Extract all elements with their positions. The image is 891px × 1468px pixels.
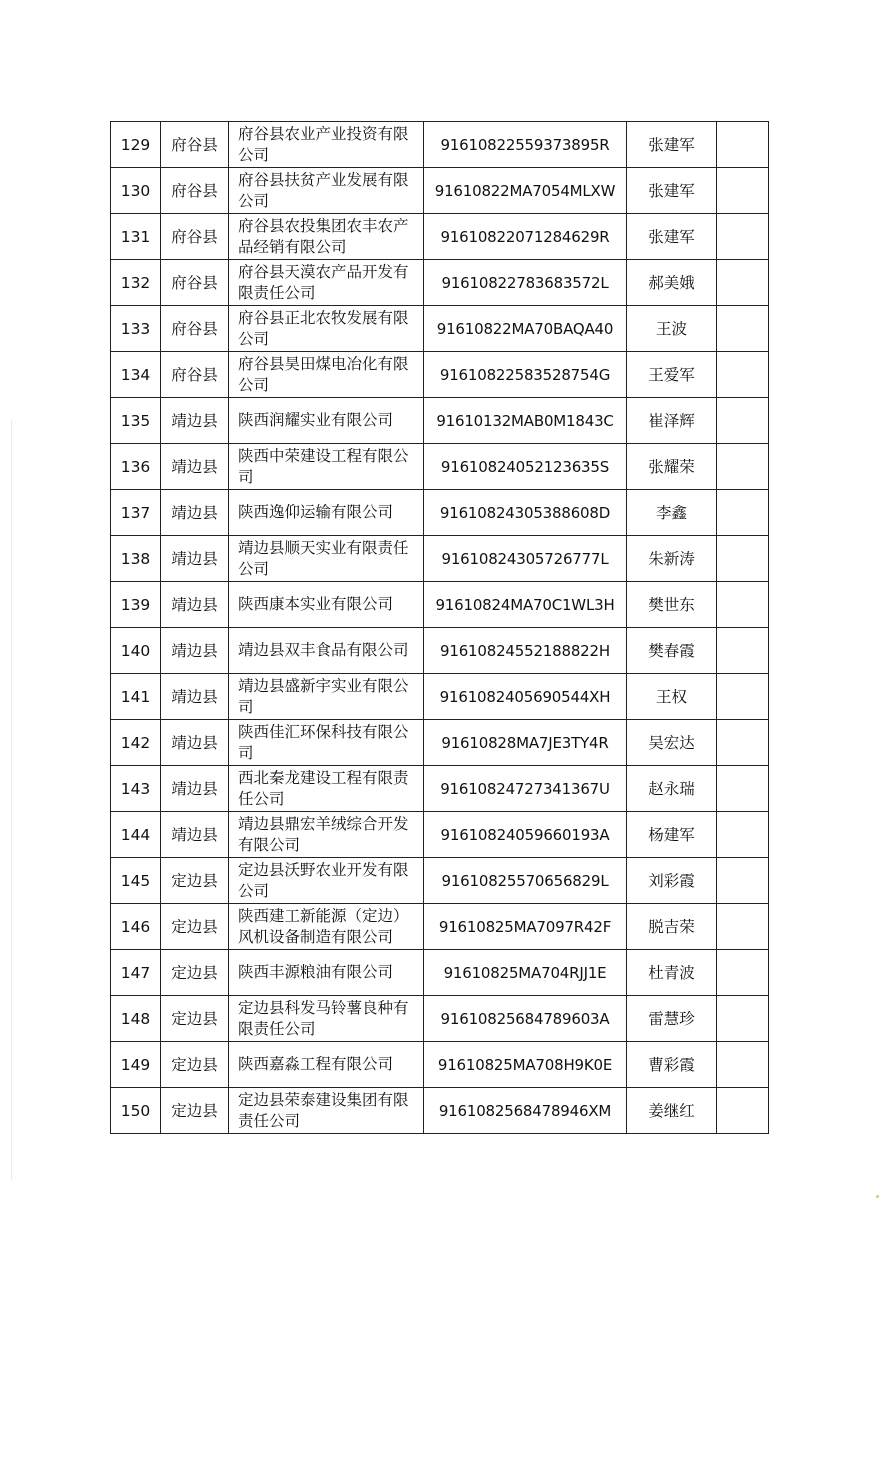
remark-cell (717, 168, 769, 214)
county-cell: 靖边县 (161, 628, 229, 674)
credit-code-cell: 91610825MA7097R42F (424, 904, 627, 950)
company-name-cell: 府谷县昊田煤电冶化有限公司 (229, 352, 424, 398)
legal-rep-cell: 王波 (627, 306, 717, 352)
remark-cell (717, 352, 769, 398)
remark-cell (717, 536, 769, 582)
table-row (111, 1088, 769, 1134)
county-cell: 府谷县 (161, 352, 229, 398)
row-index: 137 (111, 490, 161, 536)
legal-rep-cell: 张建军 (627, 122, 717, 168)
legal-rep-cell: 张耀荣 (627, 444, 717, 490)
table-row (111, 766, 769, 812)
credit-code-cell: 91610824727341367U (424, 766, 627, 812)
row-index: 144 (111, 812, 161, 858)
table-row (111, 260, 769, 306)
table-row (111, 904, 769, 950)
credit-code-cell: 91610828MA7JE3TY4R (424, 720, 627, 766)
county-cell: 靖边县 (161, 766, 229, 812)
table-row (111, 168, 769, 214)
credit-code-cell: 91610824305726777L (424, 536, 627, 582)
county-cell: 定边县 (161, 904, 229, 950)
table-row (111, 812, 769, 858)
remark-cell (717, 1088, 769, 1134)
remark-cell (717, 858, 769, 904)
table-row (111, 352, 769, 398)
legal-rep-cell: 崔泽辉 (627, 398, 717, 444)
table-row (111, 720, 769, 766)
row-index: 141 (111, 674, 161, 720)
credit-code-cell: 91610822559373895R (424, 122, 627, 168)
table-row (111, 1042, 769, 1088)
remark-cell (717, 1042, 769, 1088)
remark-cell (717, 306, 769, 352)
table-row (111, 628, 769, 674)
company-name-cell: 府谷县正北农牧发展有限公司 (229, 306, 424, 352)
table-row (111, 398, 769, 444)
scan-speck (876, 1195, 879, 1198)
legal-rep-cell: 刘彩霞 (627, 858, 717, 904)
credit-code-cell: 91610824059660193A (424, 812, 627, 858)
legal-rep-cell: 脱吉荣 (627, 904, 717, 950)
table-row (111, 858, 769, 904)
remark-cell (717, 628, 769, 674)
company-name-cell: 陕西康本实业有限公司 (229, 582, 424, 628)
company-name-cell: 陕西润耀实业有限公司 (229, 398, 424, 444)
credit-code-cell: 91610822MA7054MLXW (424, 168, 627, 214)
row-index: 142 (111, 720, 161, 766)
table-row (111, 582, 769, 628)
row-index: 146 (111, 904, 161, 950)
company-name-cell: 府谷县农业产业投资有限公司 (229, 122, 424, 168)
table-row (111, 444, 769, 490)
row-index: 136 (111, 444, 161, 490)
row-index: 147 (111, 950, 161, 996)
county-cell: 定边县 (161, 1042, 229, 1088)
company-name-cell: 定边县沃野农业开发有限公司 (229, 858, 424, 904)
table-body (111, 122, 769, 1134)
credit-code-cell: 91610825570656829L (424, 858, 627, 904)
table-row (111, 950, 769, 996)
company-name-cell: 府谷县天漠农产品开发有限责任公司 (229, 260, 424, 306)
legal-rep-cell: 吴宏达 (627, 720, 717, 766)
credit-code-cell: 91610824MA70C1WL3H (424, 582, 627, 628)
legal-rep-cell: 朱新涛 (627, 536, 717, 582)
row-index: 135 (111, 398, 161, 444)
row-index: 132 (111, 260, 161, 306)
remark-cell (717, 996, 769, 1042)
credit-code-cell: 91610822783683572L (424, 260, 627, 306)
remark-cell (717, 444, 769, 490)
legal-rep-cell: 樊世东 (627, 582, 717, 628)
county-cell: 靖边县 (161, 812, 229, 858)
company-name-cell: 陕西嘉淼工程有限公司 (229, 1042, 424, 1088)
table-row (111, 674, 769, 720)
company-name-cell: 陕西中荣建设工程有限公司 (229, 444, 424, 490)
company-name-cell: 陕西建工新能源（定边）风机设备制造有限公司 (229, 904, 424, 950)
legal-rep-cell: 杜青波 (627, 950, 717, 996)
legal-rep-cell: 雷慧珍 (627, 996, 717, 1042)
credit-code-cell: 91610825MA708H9K0E (424, 1042, 627, 1088)
company-name-cell: 靖边县鼎宏羊绒综合开发有限公司 (229, 812, 424, 858)
legal-rep-cell: 樊春霞 (627, 628, 717, 674)
legal-rep-cell: 张建军 (627, 168, 717, 214)
county-cell: 定边县 (161, 858, 229, 904)
county-cell: 府谷县 (161, 306, 229, 352)
row-index: 149 (111, 1042, 161, 1088)
county-cell: 府谷县 (161, 260, 229, 306)
table-row (111, 490, 769, 536)
company-register-table (110, 121, 769, 1134)
legal-rep-cell: 张建军 (627, 214, 717, 260)
legal-rep-cell: 赵永瑞 (627, 766, 717, 812)
county-cell: 靖边县 (161, 582, 229, 628)
legal-rep-cell: 姜继红 (627, 1088, 717, 1134)
legal-rep-cell: 王爱军 (627, 352, 717, 398)
county-cell: 靖边县 (161, 490, 229, 536)
remark-cell (717, 582, 769, 628)
remark-cell (717, 260, 769, 306)
company-name-cell: 靖边县顺天实业有限责任公司 (229, 536, 424, 582)
table-row (111, 306, 769, 352)
company-name-cell: 府谷县扶贫产业发展有限公司 (229, 168, 424, 214)
credit-code-cell: 91610822MA70BAQA40 (424, 306, 627, 352)
remark-cell (717, 720, 769, 766)
county-cell: 府谷县 (161, 214, 229, 260)
row-index: 145 (111, 858, 161, 904)
row-index: 143 (111, 766, 161, 812)
remark-cell (717, 766, 769, 812)
scan-edge-shadow (11, 420, 12, 1180)
row-index: 150 (111, 1088, 161, 1134)
county-cell: 靖边县 (161, 720, 229, 766)
credit-code-cell: 9161082568478946XM (424, 1088, 627, 1134)
remark-cell (717, 674, 769, 720)
row-index: 148 (111, 996, 161, 1042)
row-index: 134 (111, 352, 161, 398)
county-cell: 定边县 (161, 950, 229, 996)
company-name-cell: 定边县科发马铃薯良种有限责任公司 (229, 996, 424, 1042)
company-name-cell: 靖边县盛新宇实业有限公司 (229, 674, 424, 720)
remark-cell (717, 122, 769, 168)
company-name-cell: 府谷县农投集团农丰农产品经销有限公司 (229, 214, 424, 260)
credit-code-cell: 91610824552188822H (424, 628, 627, 674)
credit-code-cell: 91610825MA704RJJ1E (424, 950, 627, 996)
county-cell: 靖边县 (161, 674, 229, 720)
remark-cell (717, 950, 769, 996)
row-index: 129 (111, 122, 161, 168)
credit-code-cell: 91610822071284629R (424, 214, 627, 260)
remark-cell (717, 490, 769, 536)
row-index: 133 (111, 306, 161, 352)
remark-cell (717, 398, 769, 444)
credit-code-cell: 91610822583528754G (424, 352, 627, 398)
company-name-cell: 靖边县双丰食品有限公司 (229, 628, 424, 674)
legal-rep-cell: 李鑫 (627, 490, 717, 536)
table-row (111, 122, 769, 168)
county-cell: 定边县 (161, 1088, 229, 1134)
credit-code-cell: 91610824305388608D (424, 490, 627, 536)
county-cell: 府谷县 (161, 168, 229, 214)
county-cell: 靖边县 (161, 444, 229, 490)
county-cell: 靖边县 (161, 398, 229, 444)
table-row (111, 996, 769, 1042)
remark-cell (717, 214, 769, 260)
table-row (111, 214, 769, 260)
county-cell: 定边县 (161, 996, 229, 1042)
row-index: 139 (111, 582, 161, 628)
county-cell: 府谷县 (161, 122, 229, 168)
row-index: 138 (111, 536, 161, 582)
row-index: 140 (111, 628, 161, 674)
legal-rep-cell: 郝美娥 (627, 260, 717, 306)
company-name-cell: 西北秦龙建设工程有限责任公司 (229, 766, 424, 812)
company-name-cell: 陕西逸仰运输有限公司 (229, 490, 424, 536)
credit-code-cell: 91610132MAB0M1843C (424, 398, 627, 444)
company-name-cell: 定边县荣泰建设集团有限责任公司 (229, 1088, 424, 1134)
table-row (111, 536, 769, 582)
credit-code-cell: 9161082405690544XH (424, 674, 627, 720)
remark-cell (717, 812, 769, 858)
row-index: 131 (111, 214, 161, 260)
legal-rep-cell: 杨建军 (627, 812, 717, 858)
credit-code-cell: 91610825684789603A (424, 996, 627, 1042)
company-name-cell: 陕西丰源粮油有限公司 (229, 950, 424, 996)
legal-rep-cell: 曹彩霞 (627, 1042, 717, 1088)
credit-code-cell: 91610824052123635S (424, 444, 627, 490)
company-name-cell: 陕西佳汇环保科技有限公司 (229, 720, 424, 766)
county-cell: 靖边县 (161, 536, 229, 582)
remark-cell (717, 904, 769, 950)
row-index: 130 (111, 168, 161, 214)
legal-rep-cell: 王权 (627, 674, 717, 720)
